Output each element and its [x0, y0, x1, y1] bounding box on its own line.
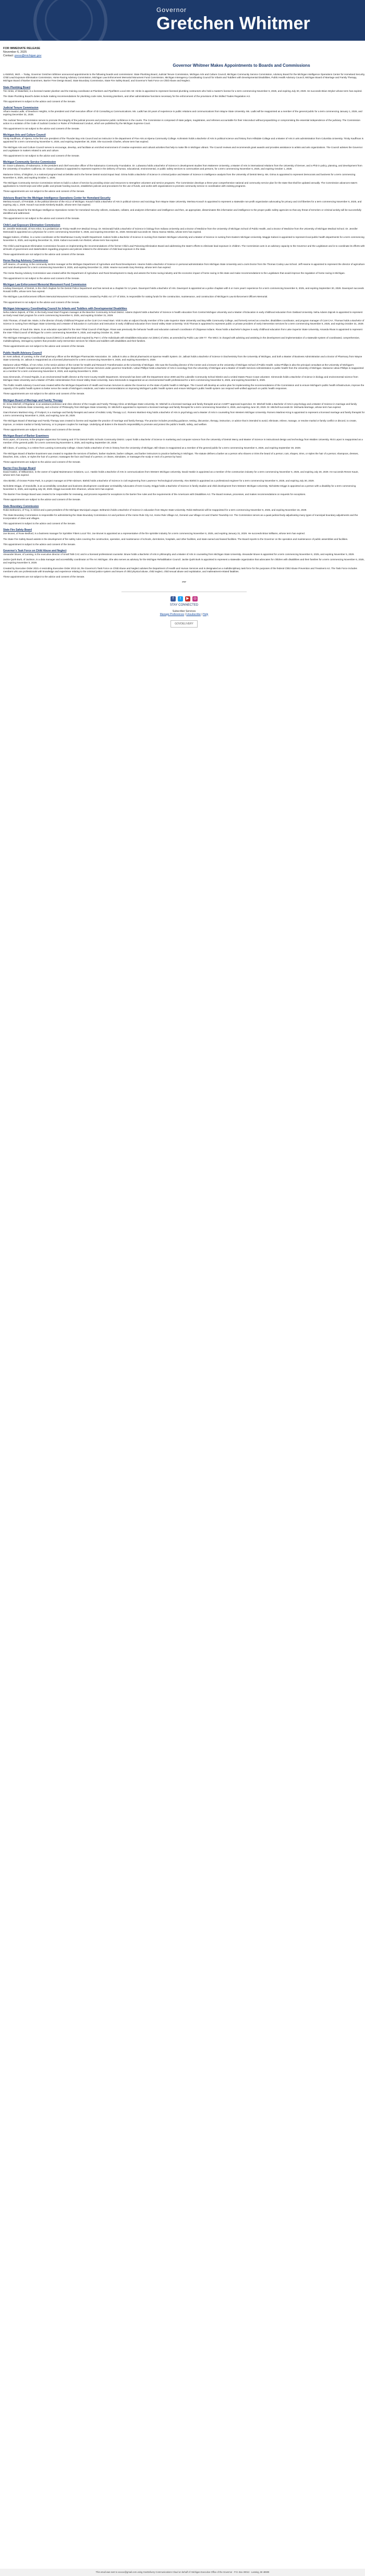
senate-consent-note: This appointment is not subject to the advice and consent of the Senate. [3, 127, 80, 130]
appointee-bio: Dr. Erica Mitchell, of Rigeland, is an assistant professor and clinic director of the Couple and Family Therapy Clinic at Michigan State University. Dr. Mitchell is a licensed marriage and family therapist and an AAMFT approved supervisor. Dr. Mitchell holds a Bachelor of Arts in psychology and a Master of Science in marriage and family therapy from Valdosta State University, and a Doctor of Philosophy from Michigan State University. Dr. Mitchell is appointed to represent a licensed marriage and family therapist for a term commencing November 6, 2025, and expiring June 30, 2029. Dr. Mitchell succeeds Dr. Michaela Marriage, whose term has expired. [3, 402, 357, 408]
board-heading: Michigan Interagency Coordinating Council for Infants and Toddlers with Developmental Disabilities [3, 307, 127, 310]
appointee-bio: Sara Simmonds, of Grand Rapids, is an environmental health director at the Kent County Health Department. Simmonds has been with the Department since 2000 and the Lakeville Community School District and a United States Peace Corps volunteer. Simmonds holds a Bachelor of Science in biology and environmental science from Michigan State University and a Master of Public Administration from Grand Valley State University. Sara Simmonds is reappointed as an environmental health professional for a term commencing November 6, 2025, and expiring November 5, 2029. [3, 375, 358, 381]
board-heading: Michigan Board of Barber Examiners [3, 435, 49, 438]
facebook-icon[interactable]: f [171, 596, 176, 601]
board-purpose: The Michigan Interagency Coordinating Council (MICC) is authorized and required by Part C of the Individuals with Disabilities Education Act (IDEA) of 2004, as amended by Public Law 108-77. The MICC is charged with advising and assisting in the development and implementation of a statewide system of coordinated, comprehensive, multidisciplinary, interagency system that provides early intervention services for infants and toddlers with disabilities and their families. [3, 336, 360, 343]
board-purpose: The Horse Racing Advisory Commission was created within the Department of Agriculture and Rural Development to study and assess the horse racing industry and the economic impact of horse racing in this state and make recommendations to the Legislature that would improve the regulation of horse racing in Michigan. [3, 271, 345, 274]
appointee-bio: Trinity Kauffman, of Alpena, is the first vice president of the Thunder Bay Arts Council and an instructor in the department of Fine Arts at Alpena Community College. Kohnstein holds a Bachelor of Arts in political science and history from Hillsdale College and a Master of Arts in arts administration from Columbia University. Trinity Kauffman is appointed for a term commencing November 6, 2025, and expiring September 30, 2028. She succeeds Charles, whose term has expired. [3, 137, 363, 143]
appointee-bio: Jeff Hearne, of Lansing, is the community section manager at the Michigan Department of Agriculture and Rural Development. Hearne holds a Bachelor of Science in personal administration from Michigan State University and a Juris Doctor from the Thomas Cooley Law School. Jeff Hearne is appointed to represent the director of agriculture and rural development for a term commencing November 6, 2025, and expiring December 31, 2028. Hearne succeeds Gary Rentrop, whose term has expired. [3, 263, 365, 269]
subscriber-links [3, 613, 365, 616]
senate-consent-note: These appointments are not subject to the advice and consent of the Senate. [3, 345, 85, 348]
appointee-bio: Marianne Udow-Phillips, of Ann Arbor, is the senior advisor of the Center for Health and Research Transformation at the University of Michigan. She was the founding director of the Center and a lecturer at the University of Michigan School of Public Health. Udow-Phillips is also the principal consultant at the University of Michigan's department of health management and policy and the Michigan Department of Human Services under governor Granholm. Udow-Phillips holds a Bachelor of Arts in sociology from the University of Michigan and a Master of Health Services Administration in public health from the University of Michigan. Marianne Udow-Phillips is reappointed as a member for a term commencing November 6, 2025, and expiring November 5, 2029. [3, 363, 364, 373]
senate-consent-note: This appointment is subject to the advice and consent of the Senate. [3, 543, 76, 546]
board-purpose: The Public Health Advisory Council was created within the Michigan Department of Health and Human Services to advise the Governor on the state of public health in Michigan. The Council will develop an action plan for implementing the recommendations of the Commission and to ensure Michigan's public health infrastructure, improve the capacity of the public health system to better serve the needs of Michigan's residents, and make recommendations on improving Michigan's public health system and ensure Michigan's public health system can respond well-unified approach on public health responses. [3, 383, 364, 390]
board-purpose: The Judicial Tenure Commission serves to promote the integrity of the judicial process and preserve public confidence in the courts. The Commission is composed of state judges, magistrates, and referees accountable for their misconduct without jeopardizing or compromising the essential independence of the judiciary. The Commission action is a violation of the Code of Judicial Conduct or Rules of Professional Conduct, which are published by the Michigan Supreme Court. [3, 118, 360, 125]
senate-consent-note: These appointments are not subject to the advice and consent of the Senate. [3, 190, 85, 193]
board-purpose: The Advisory Board for the Michigan Intelligence Operations Center for Homeland Security collects, evaluates, collates, and analyzes information and intelligence and then, as appropriate, disseminates this information and intelligence to the proper public safety agencies so that any threat of terrorism or criminal activity will be successfully identified and addressed. [3, 209, 361, 215]
subscriber-services-label: Subscriber Services [172, 609, 196, 613]
appointee-bio: Giani Romero Martinez-King, of Fruitport, is a marriage and family therapist and owner of Holistic Unity Therapy LLC. Romero Martinez-King holds a Bachelor of Arts in psychology and a Master of Arts in counseling from Western Michigan University. Romero Martinez-King is appointed to represent a licensed marriage and family therapist for a term commencing November 6, 2025, and expiring June 30, 2029. [3, 411, 365, 417]
senate-consent-note: This appointment is not subject to the advice and consent of the Senate. [3, 217, 80, 220]
govdelivery-logo[interactable]: GOVDELIVERY [171, 620, 198, 628]
appointee-bio: Rick Lepez, of Corunna, is the program supervisor for training and IT for Detroit Public Schools Community District. Lepez holds a Bachelor of Science in marketing and computer science from the University of Detroit Mercy and Master of Science in instructional design and technology from Walden University. Rick Lepez is reappointed as a member of the general public for a term commencing November 6, 2025, and expiring September 30, 2029. [3, 438, 363, 444]
board-purpose: The Michigan Board of Barber Examiners was created to regulate the services of barbers, barber students, barber colleges, and barber instructors to practice barbering in Michigan. The statute defines a barber as a person who shaves or trims the beard of a person; cuts, shapes, trims, or styles the hair of a person; shampoos, dresses, bleaches, tints, colors, or styles the hair of a person; massages the face and head of a person; or cleans, stimulates, or massages the scalp or neck of a person by hand. [3, 452, 359, 458]
release-meta [3, 47, 365, 58]
unsubscribe-link[interactable]: Unsubscribe [186, 612, 201, 616]
appointee-bio: Jackie Quirk Burk, of Jackson, is a data manager and accessibility coordinator at The Arc Michigan. She also serves as advisory for the Michigan Rehabilitation Council. Jackie Quirk Burk is appointed to represent a statewide organization that advocates for children with disabilities and their families for a term commencing November 6, 2025, and expiring November 5, 2029. [3, 558, 364, 564]
senate-consent-note: These appointments are not subject to the advice and consent of the Senate. [3, 392, 85, 395]
twitter-icon[interactable]: t [178, 596, 183, 601]
appointee-bio: Dr. Kent Jallouk, of Lansing, is the chief pharmacy officer at the Michigan Pharmacists Association. Dr. Jallouk is also a clinical pharmacist at Sparrow Health System. Dr. Jallouk holds a Bachelor of Science in biochemistry from the University of Michigan, and both a Master of Business Administration and a Doctor of Pharmacy from Wayne State University. Dr. Jallouk is reappointed as a licensed pharmacist for a term commencing November 6, 2025, and expiring November 5, 2029. [3, 355, 362, 361]
senate-consent-note: This appointment is not subject to the advice and consent of the Senate. [3, 276, 80, 280]
stay-connected-label: STAY CONNECTED [169, 603, 199, 607]
board-heading: Judicial Tenure Commission [3, 106, 39, 110]
board-heading: Barrier Free Design Board [3, 467, 36, 471]
senate-consent-note: This appointment is not subject to the advice and consent of the Senate. [3, 154, 80, 158]
appointee-bio: Merissa Kovach, of Ferndale, is the political director of the ACLU of Michigan. Kovach holds a Bachelor of Arts in political science and sociology from Wayne State University. Merissa Kovach is appointed to represent a statewide non-profit organization advocating for privacy and civil liberties for a term commencing November 6, 2025, and expiring July 1, 2029. Kovach succeeds Kimberly Buddin, whose term has expired. [3, 200, 362, 206]
board-purpose: The State Boundary Commission is responsible for administering the State Boundary Commission Act and portions of the Home Rule City Act, Home Rule Village Act, General Law Village Act and Charter Township Act. The Commission serves as a quasi-judicial body adjudicating many types of municipal boundary adjustments and the incorporation of cities and villages. [3, 513, 358, 520]
contact-email-link[interactable]: press@michigan.gov [15, 54, 42, 57]
banner-label: Governor [156, 6, 187, 14]
appointee-bio: Maggie Kaboni, of Milan, is a nurse coordinator at the Washtenaw County Health Department. Kaboni holds a Bachelor of Science in nursing from Eastern Michigan University and a Master of Science in nursing from Eastern Michigan University. Maggie Kaboni is appointed to represent local public health departments for a term commencing November 6, 2025, and expiring December 31, 2028. Kaboni succeeds Ann Rietzel, whose term has expired. [3, 236, 364, 242]
release-label: FOR IMMEDIATE RELEASE [3, 47, 41, 50]
appointee-bio: Alham Awada Ladki, of Dearborn Heights, is the president and chief executive officer of ID Consulting & Communications. Ms. Ladki has 30 years of experience in public relations and communications from Wayne State University. Ms. Ladki will be reappointed as a member of the general public for a term commencing January 1, 2026, and expiring December 31, 2028. [3, 110, 362, 116]
appointee-bio: Tim Hinks, of Wakefield, is a licensed master plumber and the training coordinator at Plumbers and Pipefitters Local 333. Mr. Hinks is appointed to represent licensed plumbing contractors who hold a master's license for a term commencing November 6, 2025, and expiring July 30, 2029. He succeeds Brian Stryker whose term has expired. [3, 89, 362, 92]
board-heading: Horse Racing Advisory Commission [3, 259, 48, 263]
appointee-bio: Dr. Grace Lubwama, of Kalamazoo, is the president and chief executive officer of the Kalamazoo Community Foundation. Dr. Lubwama holds a Bachelor of Science in development studies from Makerere University, a Master of Arts in international relations from the University of Denver, and a PhD in policy, planning, and development from the University of Southern California. Dr. Grace Lubwama is appointed to represent experts in the delivery of human, educational, environmental, or public safety services to communities and persons, for a term commencing November 6, 2025, and expiring October 1, 2028. [3, 164, 362, 171]
link-separator: | [201, 612, 202, 616]
banner-governor-name: Gretchen Whitmer [156, 14, 310, 33]
appointee-bio: Alexander Bruee, of Lansing, is the executive director of Small Talk CAC and is a licensed professional counselor. Bruee holds a Bachelor of Arts in philosophy and a Master of Arts in counseling from Michigan State University. Alexander Bruee is appointed for a term commencing November 6, 2025, and expiring November 5, 2029. [3, 553, 355, 556]
board-heading: Advisory Board for the Michigan Intelligence Operations Center for Homeland Security [3, 196, 111, 200]
board-purpose: The State Plumbing Board's duties include making recommendations for plumbing code rules, licensing plumbers, and other administrative functions necessary for the enforcement of the provisions of the Skilled Trades Regulation Act. [3, 94, 251, 98]
board-heading: State Fire Safety Board [3, 528, 32, 532]
press-release-body [0, 41, 365, 628]
manage-preferences-link[interactable]: Manage Preferences [160, 612, 185, 616]
senate-consent-note: These appointments are not subject to the advice and consent of the Senate. [3, 575, 85, 579]
senate-consent-note: These appointments are subject to the advice and consent of the Senate. [3, 498, 81, 501]
senate-consent-note: These appointments are subject to the advice and consent of the Senate. [3, 461, 81, 464]
board-heading: Michigan Community Service Commission [3, 161, 56, 164]
senate-consent-note: These appointments are subject to the advice and consent of the Senate. [3, 428, 81, 431]
board-purpose: The State Fire Safety Board assists in the development of fire safety rules covering the construction, operation, and maintenance of schools, dormitories, hospitals, and other facilities, and state-owned and leased facilities. The Board reports to the Governor on the operation and maintenance of public assemblies and facilities. [3, 537, 348, 540]
social-icons [3, 596, 365, 601]
release-contact [3, 54, 365, 58]
appointee-bio: Marianne Grima, of Brighton, is a national program lead at Deloitte and is the former Detroit social impact lead. Grima holds a Bachelor of Science in criminal justice and Master of Science in intelligence analysis from the University of Detroit Mercy. Ms. Grima is appointed to represent Democrats and business for a term commencing November 6, 2025, and expiring October 1, 2028. [3, 173, 356, 179]
board-heading: Michigan Law Enforcement Memorial Monument Fund Commission [3, 283, 87, 286]
senate-consent-note: This appointment is subject to the advice and consent of the Senate. [3, 100, 76, 103]
board-heading: Governor's Task Force on Child Abuse and Neglect [3, 549, 67, 553]
appointee-bio: Neha Adams Zajicek, of Flint, is the Early Head Start Program manager at the Beecher Community School District. Adams Zajicek holds a Bachelor of Science in health education from Central Michigan University and a Master of Education in early childhood education from Oakland University. Neha Adams Zajicek is appointed to represent an Early Head Start program for a term commencing November 6, 2025, and expiring October 31, 2029. [3, 310, 363, 317]
senate-consent-note: This appointment is not subject to the advice and consent of the Senate. [3, 300, 80, 304]
board-heading: Child Lead Exposure Elimination Commission [3, 223, 60, 227]
appointee-bio: Amanda Rivas, of Sault Ste. Marie, is an education specialist for the Inter-Tribal Council of Michigan. Rivas was previously the behavior health and education outreach coordinator of Chippewa Indians. Rivas holds a Bachelor's degree in early childhood education from Lake Superior State University. Amanda Rivas is appointed to represent the Inter-Tribal Council of Michigan for a term commencing November 6, 2025, and expiring October 31, 2029. [3, 328, 363, 334]
senate-consent-note: This appointment is subject to the advice and consent of the Senate. [3, 522, 76, 525]
link-separator: | [185, 612, 186, 616]
help-link[interactable]: Help [203, 612, 209, 616]
board-purpose: Created by Executive Order 2021-4 rescinding Executive Order 2013-18, the Governor's Task Force on Child Abuse and Neglect advises the Department of Health and Human Services and is designated as a multidisciplinary task force for the purposes of the federal Child Abuse Prevention and Treatment Act. The Task Force includes members who are professionals with knowledge and experience relating to the criminal justice system and issues of child physical abuse, child neglect, child sexual abuse and exploitation, and maltreatment-related fatalities. [3, 567, 357, 573]
board-purpose: The Michigan Arts and Culture Council serves to encourage, develop, and facilitate an enriched environment of creative expression and cultural activities that help to make life in Michigan vibrant. The Council reviews and recommends grant awards and provides assistance to artists and arts organizations. The Council advises the Governor and Legislature in matters related to arts and culture. [3, 146, 363, 152]
instagram-icon[interactable]: ◎ [193, 596, 197, 600]
appointee-bio: Robin Beltramini, of Troy, is retired and a past president of the Michigan Municipal League. Beltramini holds a Bachelor of Science in education from Wayne State University. Robin Beltramini will be reappointed for a term commencing November 6, 2025, and expiring November 15, 2029. [3, 508, 307, 511]
appointment-sections [3, 86, 365, 579]
state-seal-inner-graphic [45, 0, 93, 41]
appointee-bio: Dr. Jennifer McDonald, of Ann Arbor, is a pediatrician at Trinity Health IHA Medical Group. Dr. McDonald holds a Bachelor of Science in biology from Indiana University and a Doctor of Medicine from the University of Michigan School of Public Health, and a Doctor of Medicine from the University of Michigan Medical School. Dr. Jennifer McDonald is appointed as a physician for a term commencing November 6, 2025, and expiring December 31, 2028. McDonald succeeds Dr. Mona Hanna-Attisha, whose term has expired. [3, 227, 358, 233]
release-headline: Governor Whitmer Makes Appointments to Boards and Commissions [173, 63, 310, 68]
footer-sender-info: This email was sent to xxxxxx@gmail.com using GovDelivery Communications Cloud on behalf of: Michigan Executive Office of the Governor · P.O. Box 30013 · Lansing, MI 48909 [0, 2569, 365, 2576]
contact-label: Contact: [3, 54, 14, 57]
board-heading: State Boundary Commission [3, 504, 39, 508]
appointee-bio: Alex Bielski, of Grosse Pointe Park, is a project manager at DTM Advisors. Bielski holds a Bachelor of Science in civil engineering from Lawrence Technological University. Alex Bielski is appointed as a professional engineer for a term commencing November 6, 2025, and expiring July 30, 2029. [3, 479, 314, 482]
email-footer [3, 592, 365, 628]
appointee-bio: Lindsay Davenport, of Detroit, is the chief chaplain for the Detroit Police Department and has served as a chaplain for 12 years. Davenport holds a Bachelor of Arts. Davenport is appointed as a police chaplain with 5 or more years' experience for a term commencing November 6, 2025, and expiring September 30, 2028. Davenport succeeds Ronald Griffin, whose term has expired. [3, 286, 364, 293]
closing-marks: ### [182, 581, 186, 584]
youtube-icon[interactable]: ▶ [185, 596, 190, 601]
board-purpose: The Michigan Community Service Commission strives to build a culture of service by providing vision and resources to strengthen volunteer and service programs. The Commission develops a three-year comprehensive national and community service plan for the state that shall be updated annually. The Commission advances state's applications to AmeriCorps and other public and private funding sources, establishes policies and procedures for the use of funds, and works with organizations to promote community service in coordination with existing programs. [3, 182, 358, 188]
appointee-bio: Vicki Thomas, of Sault Ste. Marie, is the director of Early Childhood Program at the CLM CAA Head Start. Vicki is also an adjunct faculty member of the Lake Superior State University and Bay Mills Community College, and formerly served as a teacher, disabilities coordinator, and program manager of CLM CAA. Thomas holds a Bachelor of Science in nursing from Michigan State University and a Master of Education in curriculum and instruction in early childhood education from Grand Valley State University. Vicki Thomas is appointed to represent public or private providers of early intervention services for a term commencing November 6, 2025, and expiring October 31, 2029. [3, 319, 364, 326]
senate-consent-note: These appointments are not subject to the advice and consent of the Senate. [3, 252, 85, 256]
appointee-bio: Nicholette Driggs, of Grandville, is an accessibility consultant and business development coordinator at Disability Advocates of Kent County. Driggs holds a Bachelor of Science in family studies and child development from Western Michigan University. Nicholette Driggs is appointed as a person with a disability for a term commencing November 6, 2025, and expiring July 30, 2029. Driggs succeeds Erin Shannon, whose term has expired. [3, 484, 356, 491]
board-purpose: The Michigan Law Enforcement Officers Memorial Monument Fund Commission, created by Public Act 177 of 2004, is responsible for raising funds for the construction, maintenance, and construction of Michigan's Law Enforcement Officers Memorial. [3, 295, 268, 298]
board-purpose: The Michigan Board of Marriage and Family Therapy was created to license and regulate the practice of marriage and family therapy. The practice includes providing guidance, testing, discussion, therapy, instruction, or advice that is intended to avoid, eliminate, relieve, manage, or resolve marital or family conflict or discord, to create, improve, or restore marital or family harmony, or to prepare couples for marriage. Underlying all duties is the Board's responsibility to promote and protect the public's health, safety, and welfare. [3, 419, 357, 426]
header-banner [0, 0, 365, 41]
appointee-bio: David Haskin, of Williamston, is the owner of Capital Maintenance Solutions, LLC. Haskin holds a Bachelor of Arts in communications from Western Michigan University. David Haskin is appointed as a member of the construction industry for a term commencing November 6, 2025, and expiring July 30, 2029. He succeeds Renee Kautz, whose term has expired. [3, 471, 359, 477]
board-purpose: The Barrier Free Design Board was created to be responsible for reviewing, and process requests for exceptions to the barrier free rules and the requirements of the Americans with Disabilities Act. The Board reviews, processes, and makes recommendations on requests for exceptions. [3, 493, 306, 496]
release-date: November 6, 2025 [3, 51, 27, 54]
board-heading: Michigan Board of Marriage and Family Therapy [3, 399, 63, 402]
board-heading: Michigan Arts and Culture Council [3, 134, 46, 137]
board-purpose: The Child Lead Exposure Elimination Commission focuses on implementing the recommendations of the former Child Lead Poisoning Elimination Board and addressing the state's efforts to eliminate lead exposure in children. The Commission acts in an advisory capacity to the Governor and the Legislature and is to coordinate its efforts with all levels of government and stakeholders regarding programs and policies related to the elimination of child lead exposure in the state. [3, 244, 365, 250]
board-heading: State Plumbing Board [3, 86, 31, 89]
intro-paragraph: LANSING, Mich. -- Today, Governor Gretchen Whitmer announced appointments to the following boards and commissions: State Plumbing Board, Judicial Tenure Commission, Michigan Arts and Culture Council, Michigan Community Service Commission, Advisory Board for the Michigan Intelligence Operations Center for Homeland Security, Child Lead Exposure Elimination Commission, Horse Racing Advisory Commission, Michigan Law Enforcement Memorial Monument Fund Commission, Michigan Interagency Coordinating Council for Infants and Toddlers with Developmental Disabilities, Public Health Advisory Council, Michigan Board of Marriage and Family Therapy, Michigan Board of Barber Examiners, Barrier Free Design Board, State Boundary Commission, State Fire Safety Board, and Governor's Task Force on Child Abuse and Neglect. [3, 73, 365, 82]
board-heading: Public Health Advisory Council [3, 351, 42, 355]
appointee-bio: Joe Brunet, of Rose Bedford, is a business manager for Sprinkler Fitters Local 704. Joe Brunet is appointed as a representative of the fire sprinkler industry for a term commencing November 6, 2025, and expiring January 31, 2029. He succeeds Brian Williams, whose term has expired. [3, 532, 306, 535]
appointee-bio: Bill Clearo, of Lansing, is a retiree from Lansing Community College. Clearo holds a Bachelor of Arts in history from the University of Michigan. Bill Clearo is reappointed as a member of the general public for a term commencing November 6, 2025, and expiring September 30, 2029. [3, 447, 301, 450]
